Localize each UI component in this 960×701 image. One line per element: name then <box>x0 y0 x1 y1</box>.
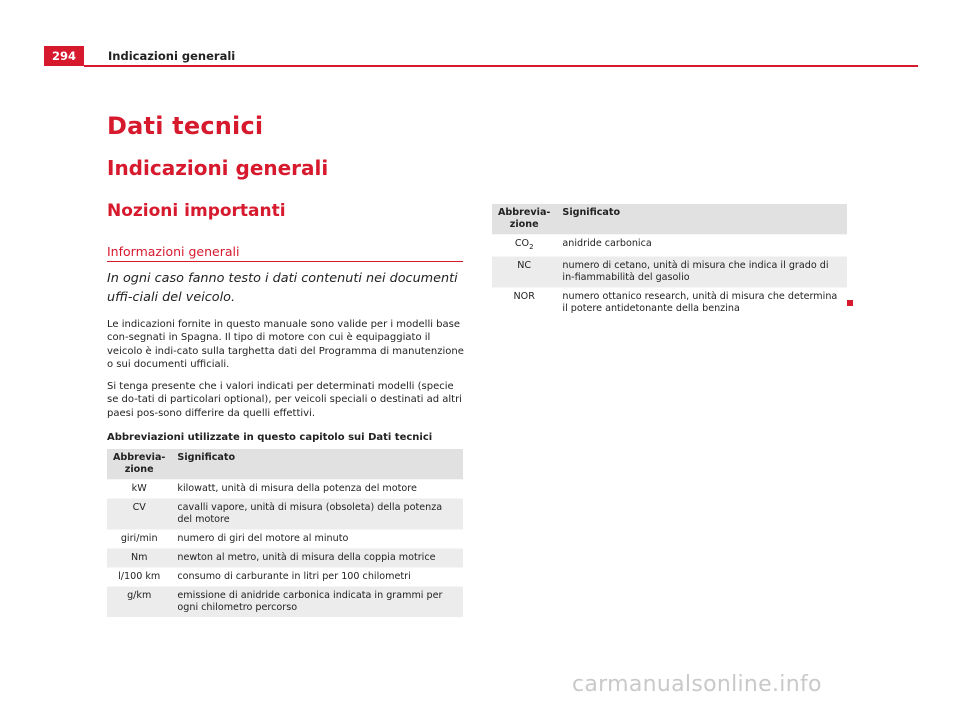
paragraph-values-note: Si tenga presente che i valori indicati per determinati modelli (specie se do-tati di particolari optional), per veicoli speciali o destinati ad altri paesi pos-sono differire da quelli effettivi. <box>107 381 462 419</box>
abbreviations-table-continued <box>492 204 847 318</box>
paragraph-validity: Le indicazioni fornite in questo manuale sono valide per i modelli base con-segnati in Spagna. Il tipo di motore con cui è equipaggiato il veicolo è indi-cato sulla targhetta dati del Programma di manutenzione o sui documenti ufficiali. <box>107 319 464 371</box>
paragraph-abbreviations-intro: Abbreviazioni utilizzate in questo capitolo sui Dati tecnici <box>107 432 433 443</box>
table-row <box>492 256 847 287</box>
abbr-cell: CV <box>107 499 171 530</box>
table-row <box>107 499 463 530</box>
section-end-marker <box>847 300 853 306</box>
header-meaning: Significato <box>556 204 847 235</box>
meaning-cell: emissione di anidride carbonica indicata in grammi per ogni chilometro percorso <box>171 587 463 618</box>
page-number: 294 <box>44 46 84 66</box>
header-rule <box>84 65 918 67</box>
header-abbreviation: Abbrevia-zione <box>107 449 171 480</box>
abbr-cell: NC <box>492 256 556 287</box>
meaning-cell: anidride carbonica <box>556 235 847 257</box>
abbr-subscript: 2 <box>529 242 534 251</box>
header-meaning: Significato <box>171 449 463 480</box>
meaning-cell: numero ottanico research, unità di misura che determina il potere antidetonante della benzina <box>556 287 847 318</box>
meaning-cell: consumo di carburante in litri per 100 chilometri <box>171 568 463 587</box>
abbr-cell <box>492 235 556 257</box>
lead-paragraph: In ogni caso fanno testo i dati contenuti nei documenti uffi-ciali del veicolo. <box>107 271 458 305</box>
table-row <box>107 530 463 549</box>
header-section-title: Indicazioni generali <box>108 49 236 63</box>
abbr-cell: NOR <box>492 287 556 318</box>
heading-nozioni-importanti: Nozioni importanti <box>107 201 286 221</box>
meaning-cell: numero di giri del motore al minuto <box>171 530 463 549</box>
meaning-cell: numero di cetano, unità di misura che indica il grado di in-fiammabilità del gasolio <box>556 256 847 287</box>
meaning-cell: cavalli vapore, unità di misura (obsoleta) della potenza del motore <box>171 499 463 530</box>
abbreviations-table <box>107 449 463 617</box>
table-header-row <box>492 204 847 235</box>
table-row <box>492 287 847 318</box>
subheading-rule <box>107 261 463 262</box>
table-row <box>107 587 463 618</box>
header-abbreviation: Abbrevia-zione <box>492 204 556 235</box>
table-row <box>492 235 847 257</box>
abbr-cell: Nm <box>107 549 171 568</box>
table-row <box>107 480 463 499</box>
table-row <box>107 549 463 568</box>
heading-informazioni-generali: Informazioni generali <box>107 244 240 259</box>
abbr-co: CO <box>514 238 530 249</box>
table-header-row <box>107 449 463 480</box>
abbr-cell: l/100 km <box>107 568 171 587</box>
abbr-cell: g/km <box>107 587 171 618</box>
meaning-cell: newton al metro, unità di misura della coppia motrice <box>171 549 463 568</box>
meaning-cell: kilowatt, unità di misura della potenza del motore <box>171 480 463 499</box>
abbr-cell: giri/min <box>107 530 171 549</box>
abbr-cell: kW <box>107 480 171 499</box>
table-row <box>107 568 463 587</box>
heading-dati-tecnici: Dati tecnici <box>107 112 264 140</box>
watermark-text: carmanualsonline.info <box>572 672 822 697</box>
heading-indicazioni-generali: Indicazioni generali <box>107 156 329 180</box>
